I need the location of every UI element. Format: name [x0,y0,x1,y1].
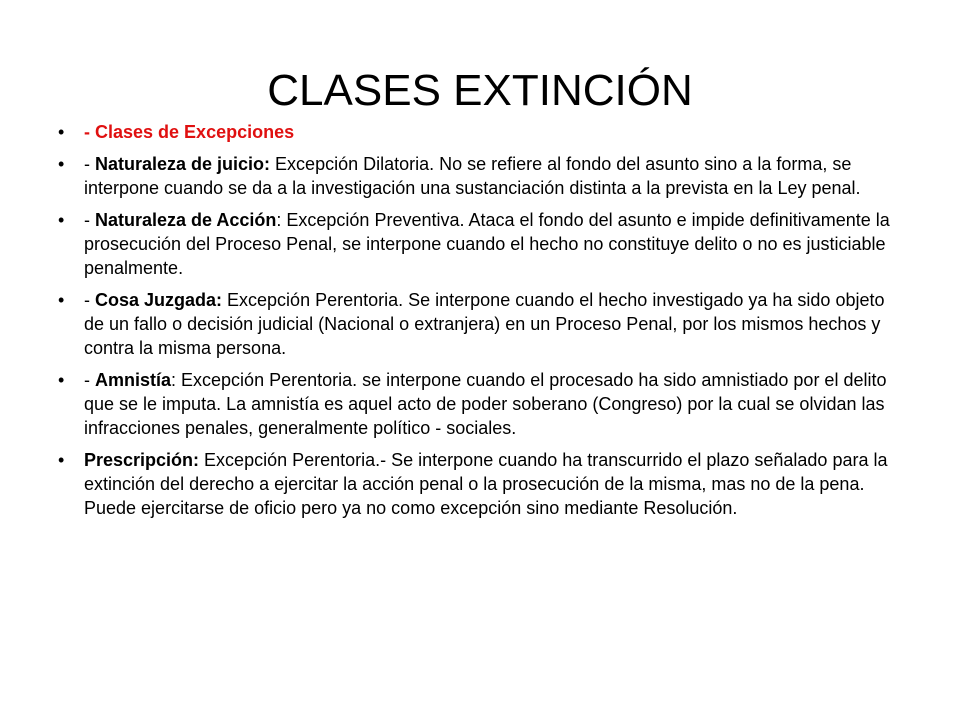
bullet-list [58,120,908,528]
bullet-item-naturaleza-juicio [58,152,908,200]
bullet-prefix: - [84,210,95,230]
bullet-item-naturaleza-accion [58,208,908,280]
bullet-term: Naturaleza de juicio: [95,154,271,174]
bullet-item-clases [58,120,908,144]
bullet-prefix: - [84,154,95,174]
bullet-term: Cosa Juzgada: [95,290,223,310]
bullet-text: Excepción Dilatoria. No se refiere al fondo del asunto sino a la forma, se interpone cuando se da a la investigación una sustanciación distinta a la prevista en la Ley penal. [84,154,861,198]
bullet-term: Naturaleza de Acción [95,210,277,230]
bullet-text: : Excepción Preventiva. Ataca el fondo del asunto e impide definitivamente la prosecución del Proceso Penal, se interpone cuando el hecho no constituye delito o no es justiciable penalmente. [84,210,890,278]
bullet-item-amnistia [58,368,908,440]
bullet-term: Amnistía [95,370,172,390]
bullet-prefix: - [84,370,95,390]
bullet-icon: • [58,290,65,310]
bullet-item-cosa-juzgada [58,288,908,360]
bullet-prefix: - [84,122,95,142]
bullet-term: Clases de Excepciones [95,122,295,142]
bullet-icon: • [58,370,65,390]
bullet-prefix: - [84,290,95,310]
bullet-icon: • [58,122,65,142]
slide-title: CLASES EXTINCIÓN [267,66,693,116]
bullet-text: Excepción Perentoria.- Se interpone cuando ha transcurrido el plazo señalado para la extinción del derecho a ejercitar la acción penal o la prosecución de la misma, mas no de la pena. Puede ejercitarse de oficio pero ya no como excepción sino mediante Resolución. [84,450,888,518]
bullet-text: : Excepción Perentoria. se interpone cuando el procesado ha sido amnistiado por el delito que se le imputa. La amnistía es aquel acto de poder soberano (Congreso) por la cual se olvidan las infracciones penales, generalmente político - sociales. [84,370,887,438]
bullet-text: Excepción Perentoria. Se interpone cuando el hecho investigado ya ha sido objeto de un fallo o decisión judicial (Nacional o extranjera) en un Proceso Penal, por los mismos hechos y contra la misma persona. [84,290,885,358]
bullet-icon: • [58,450,65,470]
bullet-term: Prescripción: [84,450,200,470]
bullet-icon: • [58,210,65,230]
bullet-icon: • [58,154,65,174]
bullet-item-prescripcion [58,448,908,520]
